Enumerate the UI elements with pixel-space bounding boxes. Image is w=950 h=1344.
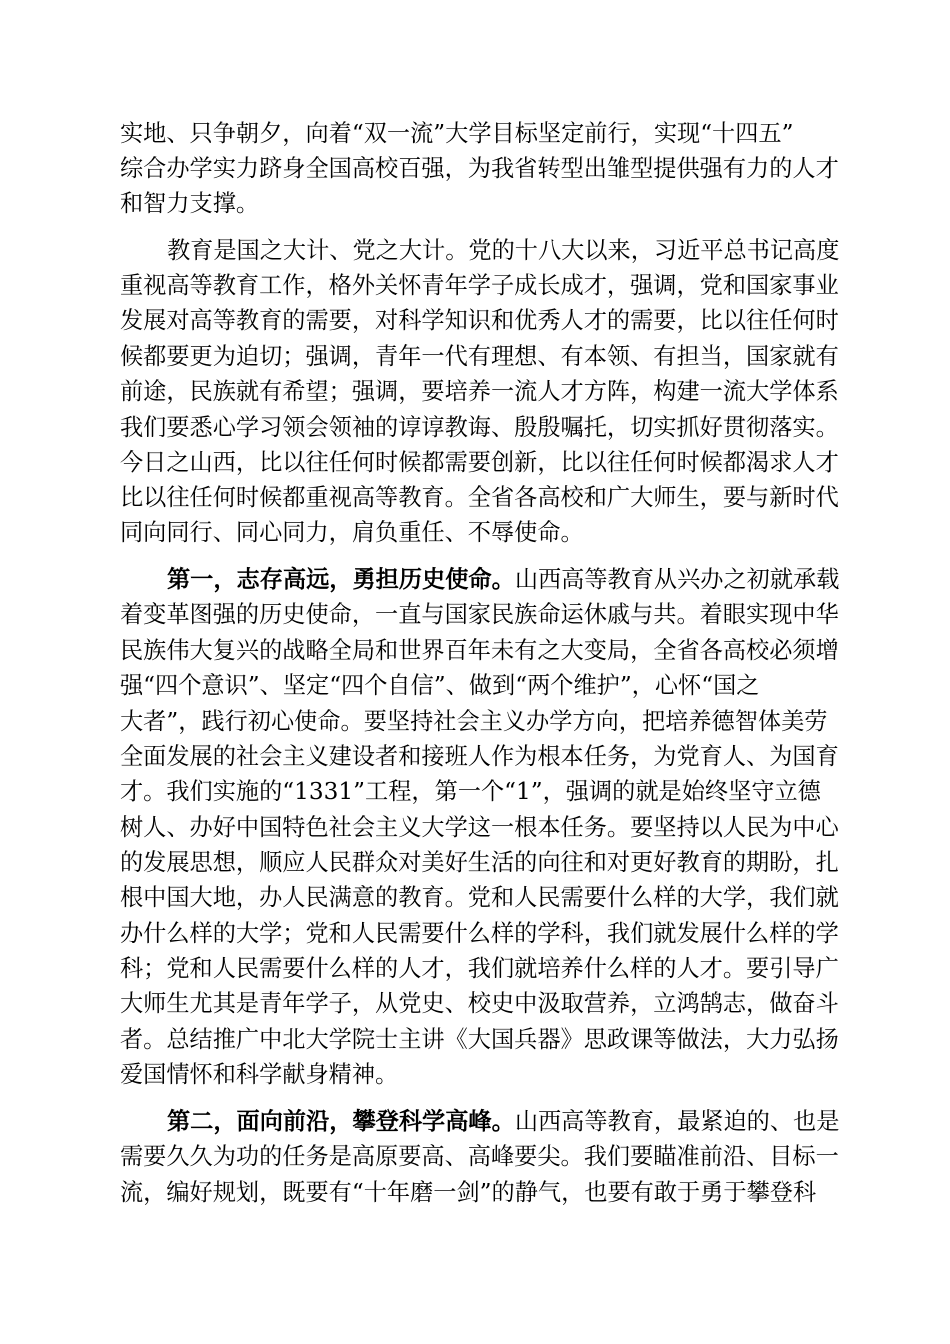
- text-line: 我们要悉心学习领会领袖的谆谆教诲、殷殷嘱托，切实抓好贯彻落实。: [120, 414, 839, 441]
- text-line: 树人、办好中国特色社会主义大学这一根本任务。要坚持以人民为中心: [120, 814, 839, 841]
- text-line: 流，编好规划，既要有“十年磨一剑”的静气，也要有敢于勇于攀登科: [120, 1179, 817, 1206]
- text-line: 全面发展的社会主义建设者和接班人作为根本任务，为党育人、为国育: [120, 743, 839, 770]
- text-line: 科；党和人民需要什么样的人才，我们就培养什么样的人才。要引导广: [120, 955, 839, 982]
- text-line: 实地、只争朝夕，向着“双一流”大学目标坚定前行，实现“十四五”: [120, 120, 794, 147]
- text-line: 比以往任何时候都重视高等教育。全省各高校和广大师生，要与新时代: [120, 484, 839, 511]
- text-span: 山西高等教育，最紧迫的、也是: [514, 1108, 840, 1135]
- document-page: [120, 117, 840, 1317]
- text-span: 山西高等教育从兴办之初就承载: [514, 566, 840, 593]
- text-line: 者。总结推广中北大学院士主讲《大国兵器》思政课等做法，大力弘扬: [120, 1026, 839, 1053]
- text-line: 办什么样的大学；党和人民需要什么样的学科，我们就发展什么样的学: [120, 920, 839, 947]
- text-line: 今日之山西，比以往任何时候都需要创新，比以往任何时候都渴求人才: [120, 449, 839, 476]
- text-line: 根中国大地，办人民满意的教育。党和人民需要什么样的大学，我们就: [120, 884, 839, 911]
- text-line: 同向同行、同心同力，肩负重任、不辱使命。: [120, 519, 584, 546]
- text-line: 大师生尤其是青年学子，从党史、校史中汲取营养，立鸿鹄志，做奋斗: [120, 990, 839, 1017]
- text-line: 民族伟大复兴的战略全局和世界百年未有之大变局，全省各高校必须增: [120, 637, 839, 664]
- text-line: 教育是国之大计、党之大计。党的十八大以来，习近平总书记高度: [167, 237, 840, 264]
- text-line: 前途，民族就有希望；强调，要培养一流人才方阵，构建一流大学体系: [120, 378, 839, 405]
- text-line: 才。我们实施的“1331”工程，第一个“1”，强调的就是始终坚守立德: [120, 778, 821, 805]
- text-line: 需要久久为功的任务是高原要高、高峰要尖。我们要瞄准前沿、目标一: [120, 1143, 839, 1170]
- text-line: 候都要更为迫切；强调，青年一代有理想、有本领、有担当，国家就有: [120, 343, 839, 370]
- section-heading: 第一，志存高远，勇担历史使命。: [167, 566, 515, 593]
- text-line: 和智力支撑。: [120, 190, 260, 217]
- text-line: 重视高等教育工作，格外关怀青年学子成长成才，强调，党和国家事业: [120, 272, 839, 299]
- text-line: 综合办学实力跻身全国高校百强，为我省转型出雏型提供强有力的人才: [120, 155, 839, 182]
- text-line: 强“四个意识”、坚定“四个自信”、做到“两个维护”，心怀“国之: [120, 672, 760, 699]
- text-line: 发展对高等教育的需要，对科学知识和优秀人才的需要，比以往任何时: [120, 307, 839, 334]
- text-line: 大者”，践行初心使命。要坚持社会主义办学方向，把培养德智体美劳: [120, 708, 828, 735]
- text-line: 着变革图强的历史使命，一直与国家民族命运休戚与共。着眼实现中华: [120, 601, 839, 628]
- text-line: [167, 1105, 839, 1138]
- section-heading: 第二，面向前沿，攀登科学高峰。: [167, 1108, 515, 1135]
- text-line: 爱国情怀和科学献身精神。: [120, 1061, 399, 1088]
- text-line: [167, 563, 839, 596]
- text-line: 的发展思想，顺应人民群众对美好生活的向往和对更好教育的期盼，扎: [120, 849, 839, 876]
